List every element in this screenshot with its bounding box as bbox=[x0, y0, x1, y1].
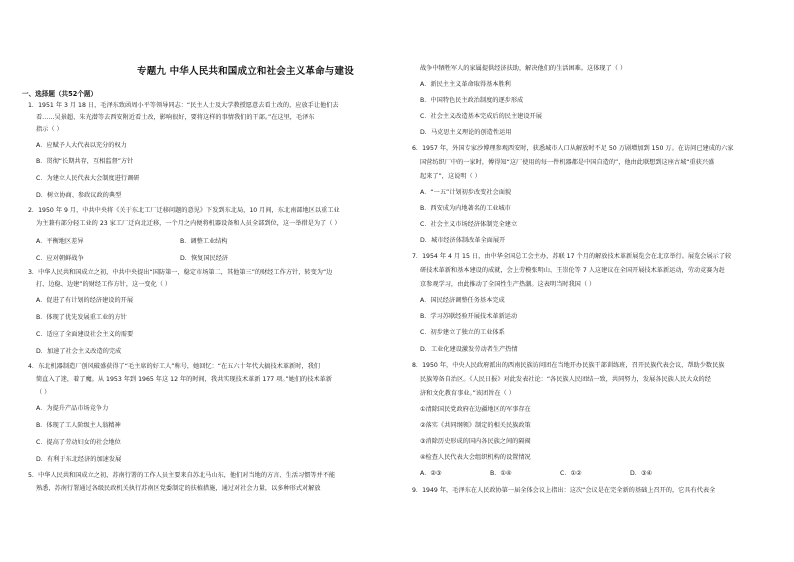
q7-option-a: A．国民经济调整任务基本完成 bbox=[420, 297, 505, 304]
q2-option-a: A．平衡地区差异 bbox=[36, 238, 84, 245]
q7-option-d: D．工业化建设激发劳动者生产热情 bbox=[420, 346, 518, 353]
page-title: 专题九 中华人民共和国成立和社会主义革命与建设 bbox=[137, 66, 354, 77]
q5-stem-3: 战争中牺牲军人的家属提供经济扶助，解决他们的生活困难。这体现了（ ） bbox=[420, 65, 627, 72]
q4-option-d: D．有利于东北经济的加速发展 bbox=[36, 456, 122, 463]
q1-option-d: D．树立协商、参政议政的典型 bbox=[36, 192, 122, 199]
q7-stem-2: 研技术革新和基本建设的成就，会上劳模张明山、王崇伦等 7 人这建议在全国开展技术革新运动，劳动竞赛为赶 bbox=[420, 267, 725, 274]
q2-option-d: D．恢复国民经济 bbox=[180, 255, 229, 262]
q8-item-4: ④检查人民代表大会组织机构的设置情况 bbox=[420, 454, 531, 461]
q6-stem-1: 6．1957 年，外国专家沙博理参观西安时，获悉城市人口从解放时不足 50 万剧增加到 150 万。在访问已建成的六家 bbox=[412, 145, 734, 152]
q5-stem-1: 5．中华人民共和国成立之初，苏南行署的工作人员主要来自苏北马山东，他们对当地的方言、生活习惯等并不能 bbox=[28, 472, 336, 479]
q7-stem-3: 京参观学习，由此推动了全国性生产热潮。这表明当时我国（ ） bbox=[420, 281, 596, 288]
q2-stem-2: 为主兼有部分轻工业的 23 家工厂迁向北迁移，一个月之内便将机器设备和人员全部到位，这一举措是为了（ ） bbox=[36, 220, 341, 227]
section-heading: 一、选择题（共52个题） bbox=[22, 90, 98, 98]
q8-stem-1: 8．1950 年，中央人民政府派出的西南民族访问团在当地开办民族干部训练班，召开民族代表会议，帮助少数民族 bbox=[412, 362, 725, 369]
q3-option-d: D．加速了社会主义改造的完成 bbox=[36, 348, 122, 355]
q4-stem-2: 简直入了迷，着了魔。从 1953 年到 1965 年这 12 年的时间，我共实现技术革新 177 项。”她们的技术革新 bbox=[36, 376, 332, 383]
q1-stem-2: 看……吴景超、朱光潜等去西安附近看土改，影响很好，要将这样的事情我们的干部。”在这里，毛泽东 bbox=[36, 114, 315, 121]
q5-option-b: B．中国特色民主政治制度的逐步形成 bbox=[420, 97, 524, 104]
q6-option-c: C．社会主义市场经济体制完全建立 bbox=[420, 221, 518, 228]
q6-option-b: B．西安成为内地著名的工业城市 bbox=[420, 205, 511, 212]
q5-option-c: C．社会主义改造基本完成后的民主建设开展 bbox=[420, 113, 542, 120]
q8-option-b: B．①④ bbox=[490, 470, 512, 477]
q6-option-d: D．城市经济体制改革全面展开 bbox=[420, 237, 506, 244]
q5-option-d: D．马克思主义理论的创造性运用 bbox=[420, 129, 512, 136]
q8-stem-2: 民族筹备自治区。《人民日报》对此发表社论：“各民族人民团结一致，共同努力，发展各民族人民大众的经 bbox=[420, 376, 711, 383]
q6-stem-2: 国营纺织厂中的一家时，傅得知“这厂使用的每一件机器都是中国自造的”，他由此联想到这座古城“重获兴盛 bbox=[420, 159, 715, 166]
q2-option-c: C．应对朝鲜战争 bbox=[36, 255, 84, 262]
q3-stem-2: 打、边稳、边建”的财经工作方针，这一变化（ ） bbox=[36, 281, 172, 288]
q8-option-d: D．③④ bbox=[630, 470, 653, 477]
q8-item-2: ②落实《共同纲领》制定的相关民族政策 bbox=[420, 422, 531, 429]
q8-item-3: ③消除历史形成的国内各民族之间的隔阂 bbox=[420, 438, 531, 445]
q7-stem-1: 7．1954 年 4 月 15 日，由中华全国总工会主办，苏联 17 个月的解放技术革新展览会在北京举行。展览会展示了较 bbox=[412, 253, 732, 260]
q4-option-a: A．为提升产品市场竞争力 bbox=[36, 405, 109, 412]
q5-stem-2: 熟悉，苏南行署通过各级民政机关执行苏南区党委制定的扶植措施，通过对社会力量，以多种形式对解放 bbox=[36, 485, 321, 492]
q2-stem-1: 2．1950 年 9 月，中共中央将《关于东北工厂迁移问题的意见》下发到东北局，10 月间，东北南部地区以重工业 bbox=[28, 207, 340, 214]
q8-option-a: A．②③ bbox=[420, 470, 442, 477]
q3-option-b: B．体现了优先发展重工业的方针 bbox=[36, 314, 127, 321]
q7-option-b: B．学习苏联经验开展技术革新运动 bbox=[420, 313, 518, 320]
q7-option-c: C．初步建立了独立的工业体系 bbox=[420, 329, 505, 336]
q8-stem-3: 济和文化教育事业。”该团旨在（ ） bbox=[420, 390, 515, 397]
q6-option-a: A．“一五”计划初步改变社会面貌 bbox=[420, 189, 512, 196]
q3-option-a: A．促进了有计划的经济建设的开展 bbox=[36, 297, 134, 304]
q8-option-c: C．①② bbox=[560, 470, 582, 477]
q9-stem-1: 9．1949 年，毛泽东在人民政协第一届全体会议上指出：这次“会议是在完全新的基础上召开的，它具有代表全 bbox=[412, 487, 716, 494]
q1-stem-3: 指示（ ） bbox=[36, 126, 63, 133]
q2-option-b: B．调整工业结构 bbox=[180, 238, 228, 245]
q1-option-b: B．贯彻“长期共存，互相监督”方针 bbox=[36, 158, 134, 165]
q8-item-1: ①清除国民党政府在边疆地区的军事存在 bbox=[420, 406, 531, 413]
q6-stem-3: 起来了”，这说明（ ） bbox=[420, 173, 481, 180]
q3-option-c: C．适应了全面建设社会主义的需要 bbox=[36, 331, 134, 338]
q1-option-a: A．应赋予人大代表以充分的权力 bbox=[36, 142, 127, 149]
q4-option-c: C．提高了劳动妇女的社会地位 bbox=[36, 439, 121, 446]
q4-option-b: B．体现了工人阶级主人翁精神 bbox=[36, 422, 121, 429]
q5-option-a: A．新民主主义革命取得基本胜利 bbox=[420, 81, 511, 88]
q1-option-c: C．为建立人民代表大会制度进行调研 bbox=[36, 175, 140, 182]
q4-stem-3: （ ） bbox=[36, 389, 51, 396]
q3-stem-1: 3．中华人民共和国成立之初，中共中央提出“国防第一，稳定市场第二，其他第三”的财经工作方针，转变为“边 bbox=[28, 269, 333, 276]
q4-stem-1: 4．东北机器制造厂创风破盛获得了“毛主席的好工人”称号，她回忆：“在五六十年代大搞技术革新时，我们 bbox=[28, 363, 320, 370]
q1-stem-1: 1．1951 年 3 月 18 日，毛泽东致函周小平等领导同志：“民主人士及大学教授愿意去看土改的，应放手让他们去 bbox=[28, 102, 339, 109]
